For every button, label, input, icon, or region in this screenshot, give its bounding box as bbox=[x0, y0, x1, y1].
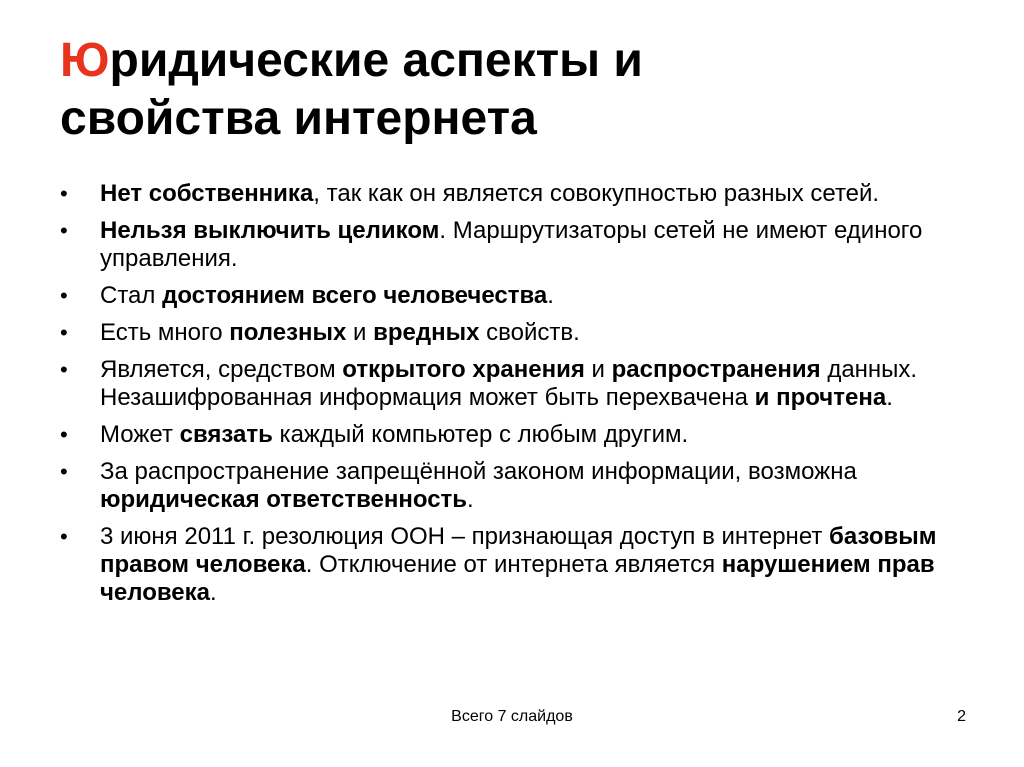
bullet-text: Есть много bbox=[100, 319, 230, 346]
slide-count-footer: Всего 7 слайдов bbox=[451, 708, 573, 725]
bullet-text: . bbox=[886, 384, 893, 411]
bullet-text: . Маршрутизаторы сетей не имеют единого управления. bbox=[100, 217, 923, 272]
bullet-item bbox=[60, 356, 970, 412]
bullet-dot-icon: • bbox=[60, 283, 68, 308]
bullet-text: За распространение запрещённой законом информации, возможна bbox=[100, 458, 857, 485]
bullet-text: . bbox=[467, 486, 474, 513]
bullet-dot-icon: • bbox=[60, 422, 68, 447]
bullet-emphasis: связать bbox=[179, 421, 273, 448]
bullet-emphasis: Нельзя выключить целиком bbox=[100, 217, 440, 244]
bullet-item bbox=[60, 523, 970, 607]
bullet-text: Может bbox=[100, 421, 180, 448]
page-number: 2 bbox=[957, 708, 966, 725]
title-first-letter: Ю bbox=[60, 34, 110, 87]
bullet-emphasis: Нет собственника bbox=[100, 180, 314, 207]
bullet-text: и bbox=[346, 319, 374, 346]
bullet-text: Стал bbox=[100, 282, 163, 309]
bullet-list bbox=[60, 180, 970, 616]
bullet-dot-icon: • bbox=[60, 218, 68, 243]
bullet-emphasis: полезных bbox=[229, 319, 347, 346]
bullet-emphasis: нарушением прав человека bbox=[100, 551, 935, 606]
bullet-dot-icon: • bbox=[60, 320, 68, 345]
bullet-emphasis: вредных bbox=[373, 319, 480, 346]
bullet-emphasis: открытого хранения bbox=[342, 356, 585, 383]
bullet-text: Является, средством bbox=[100, 356, 343, 383]
bullet-item bbox=[60, 180, 970, 208]
bullet-text: , так как он является совокупностью разных сетей. bbox=[313, 180, 880, 207]
bullet-text: . Отключение от интернета является bbox=[305, 551, 722, 578]
bullet-dot-icon: • bbox=[60, 181, 68, 206]
bullet-item bbox=[60, 421, 970, 449]
title-line2: свойства интернета bbox=[60, 92, 537, 145]
bullet-dot-icon: • bbox=[60, 357, 68, 382]
bullet-dot-icon: • bbox=[60, 524, 68, 549]
bullet-text: и bbox=[584, 356, 612, 383]
bullet-item bbox=[60, 217, 970, 273]
bullet-item bbox=[60, 282, 970, 310]
bullet-text: 3 июня 2011 г. резолюция ООН – признающая доступ в интернет bbox=[100, 523, 830, 550]
bullet-emphasis: базовым правом человека bbox=[100, 523, 937, 578]
bullet-text: данных. Незашифрованная информация может быть перехвачена bbox=[100, 356, 918, 411]
bullet-emphasis: распространения bbox=[611, 356, 821, 383]
slide-title bbox=[60, 32, 960, 148]
bullet-item bbox=[60, 319, 970, 347]
bullet-dot-icon: • bbox=[60, 459, 68, 484]
bullet-emphasis: достоянием всего человечества bbox=[162, 282, 548, 309]
bullet-text: . bbox=[210, 579, 217, 606]
title-line1-rest: ридические аспекты и bbox=[109, 34, 643, 87]
bullet-text: свойств. bbox=[479, 319, 580, 346]
bullet-item bbox=[60, 458, 970, 514]
bullet-emphasis: и прочтена bbox=[754, 384, 887, 411]
bullet-text: . bbox=[547, 282, 554, 309]
bullet-emphasis: юридическая ответственность bbox=[100, 486, 468, 513]
bullet-text: каждый компьютер с любым другим. bbox=[272, 421, 689, 448]
